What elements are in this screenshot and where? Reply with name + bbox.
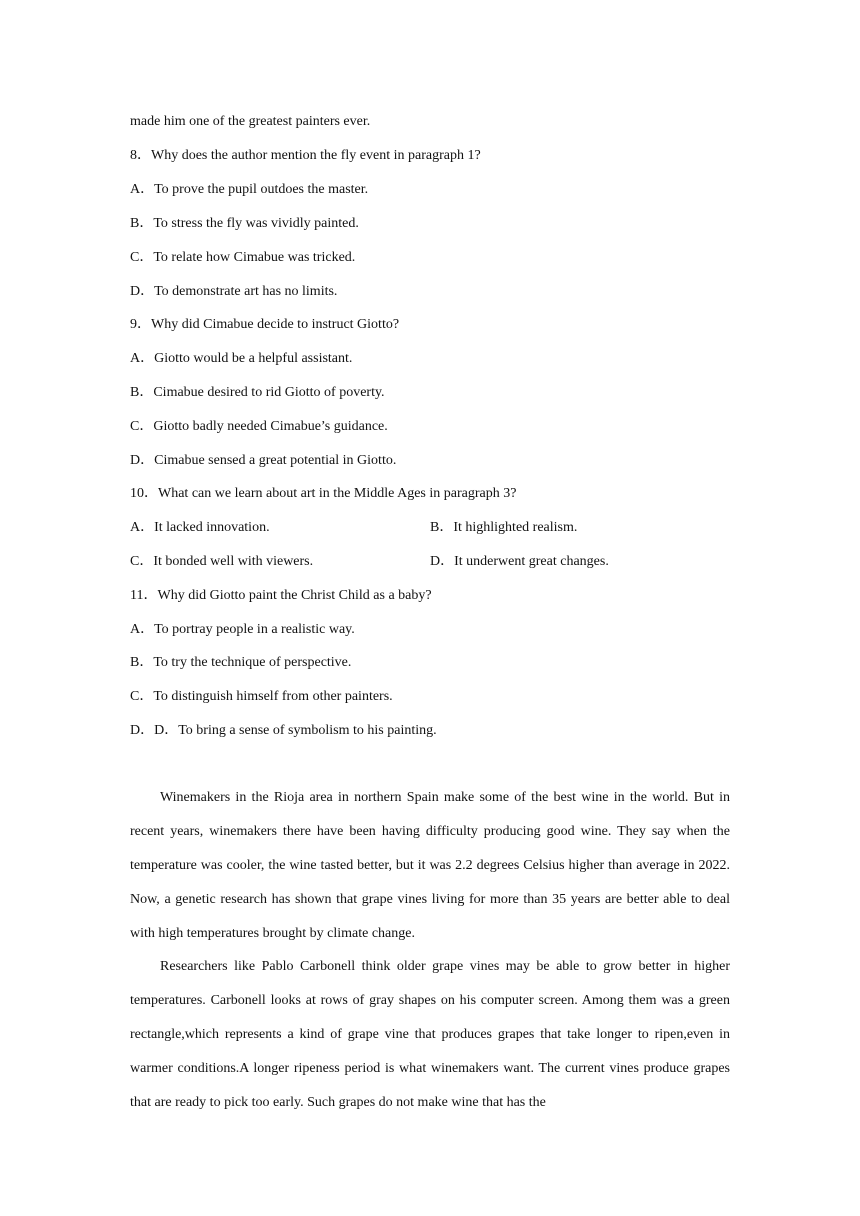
question-9-stem: 9．Why did Cimabue decide to instruct Giotto?: [130, 317, 400, 332]
question-10-option-c: C．It bonded well with viewers.: [130, 554, 314, 569]
question-8-stem: 8．Why does the author mention the fly event in paragraph 1?: [130, 148, 481, 163]
question-8-option-d: D．To demonstrate art has no limits.: [130, 284, 338, 299]
question-10-option-d: D．It underwent great changes.: [430, 554, 609, 569]
question-10-option-a: A．It lacked innovation.: [130, 520, 270, 535]
question-8-option-b: B．To stress the fly was vividly painted.: [130, 216, 359, 231]
question-11-option-c: C．To distinguish himself from other painters.: [130, 689, 393, 704]
question-11-stem: 11．Why did Giotto paint the Christ Child as a baby?: [130, 588, 432, 603]
question-9-option-b: B．Cimabue desired to rid Giotto of poverty.: [130, 385, 385, 400]
question-8-option-c: C．To relate how Cimabue was tricked.: [130, 250, 356, 265]
question-11-option-b: B．To try the technique of perspective.: [130, 655, 352, 670]
question-11-option-a: A．To portray people in a realistic way.: [130, 622, 355, 637]
question-9-option-c: C．Giotto badly needed Cimabue’s guidance.: [130, 419, 388, 434]
question-9-option-d: D．Cimabue sensed a great potential in Giotto.: [130, 453, 397, 468]
question-9-option-a: A．Giotto would be a helpful assistant.: [130, 351, 353, 366]
passage-paragraph-2: Researchers like Pablo Carbonell think older grape vines may be able to grow better in higher temperatures. Carbonell looks at rows of gray shapes on his computer screen. Among them was a green rectangle,which represents a kind of grape vine that produces grapes that take longer to ripen,even in warmer conditions.A longer ripeness period is what winemakers want. The current vines produce grapes that are ready to pick too early. Such grapes do not make wine that has the: [130, 959, 730, 1110]
question-10-stem: 10．What can we learn about art in the Middle Ages in paragraph 3?: [130, 486, 517, 501]
question-8-option-a: A．To prove the pupil outdoes the master.: [130, 182, 369, 197]
passage-paragraph-1: Winemakers in the Rioja area in northern Spain make some of the best wine in the world. But in recent years, winemakers there have been having difficulty producing good wine. They say when the temperature was cooler, the wine tasted better, but it was 2.2 degrees Celsius higher than average in 2022. Now, a genetic research has shown that grape vines living for more than 35 years are better able to deal with high temperatures brought by climate change.: [130, 790, 730, 941]
passage-continuation: made him one of the greatest painters ever.: [130, 114, 371, 129]
question-11-option-d: D．D．To bring a sense of symbolism to his painting.: [130, 723, 437, 738]
question-10-option-b: B．It highlighted realism.: [430, 520, 578, 535]
